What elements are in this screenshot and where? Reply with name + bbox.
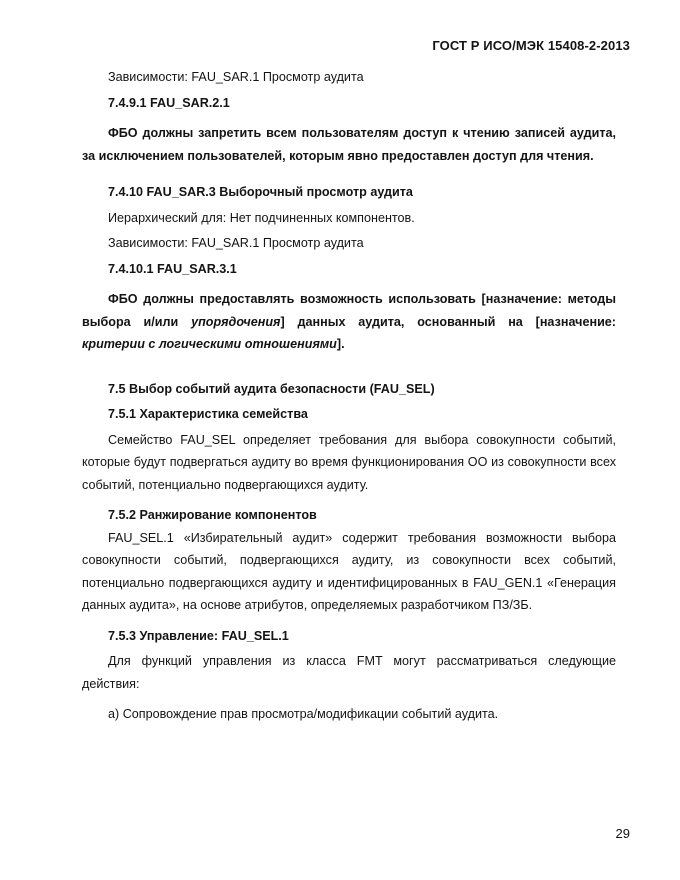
- component-heading: 7.4.10 FAU_SAR.3 Выборочный просмотр аудита: [108, 185, 413, 199]
- dependencies-paragraph: Зависимости: FAU_SAR.1 Просмотр аудита: [108, 236, 364, 250]
- section-heading: 7.5 Выбор событий аудита безопасности (FAU_SEL): [108, 381, 435, 396]
- page-number: 29: [615, 826, 630, 841]
- element-heading: 7.4.10.1 FAU_SAR.3.1: [108, 261, 237, 276]
- body-paragraph: Семейство FAU_SEL определяет требования для выбора совокупности событий, которые будут подвергаться аудиту во время функционирования ОО из совокупности всех событий, потенциально подвергающихся аудиту.: [82, 432, 616, 492]
- requirement-paragraph: [82, 288, 616, 356]
- element-heading: 7.4.9.1 FAU_SAR.2.1: [108, 95, 230, 110]
- requirement-text: ].: [336, 337, 345, 351]
- requirement-paragraph: ФБО должны запретить всем пользователям доступ к чтению записей аудита, за исключением пользователей, которым явно предоставлен доступ для чтения.: [82, 126, 616, 163]
- assignment-text: критерии с логическими отношениями: [82, 337, 337, 351]
- running-header: ГОСТ Р ИСО/МЭК 15408-2-2013: [432, 38, 630, 53]
- dependencies-paragraph: Зависимости: FAU_SAR.1 Просмотр аудита: [108, 70, 364, 84]
- body-paragraph: FAU_SEL.1 «Избирательный аудит» содержит требования возможности выбора совокупности событий, подвергающихся аудиту, из совокупности всех событий, потенциально подвергающихся аудиту и идентифицированных в FAU_GEN.1 «Генерация данных аудита», на основе атрибутов, определяемых разработчиком ПЗ/ЗБ.: [82, 530, 616, 612]
- list-item: a) Сопровождение прав просмотра/модификации событий аудита.: [108, 707, 499, 721]
- page-content: [82, 66, 616, 726]
- body-paragraph: Для функций управления из класса FMT могут рассматриваться следующие действия:: [82, 654, 616, 691]
- subsection-heading: 7.5.3 Управление: FAU_SEL.1: [108, 628, 289, 643]
- subsection-heading: 7.5.1 Характеристика семейства: [108, 407, 308, 421]
- assignment-text: упорядочения: [191, 314, 281, 329]
- hierarchical-paragraph: Иерархический для: Нет подчиненных компонентов.: [108, 210, 415, 225]
- requirement-text: ] данных аудита, основанный на [назначение:: [280, 314, 617, 329]
- subsection-heading: 7.5.2 Ранжирование компонентов: [108, 508, 317, 522]
- requirement-text: ФБО должны предоставлять возможность использовать [назначение: методы выбора и/или: [82, 292, 616, 329]
